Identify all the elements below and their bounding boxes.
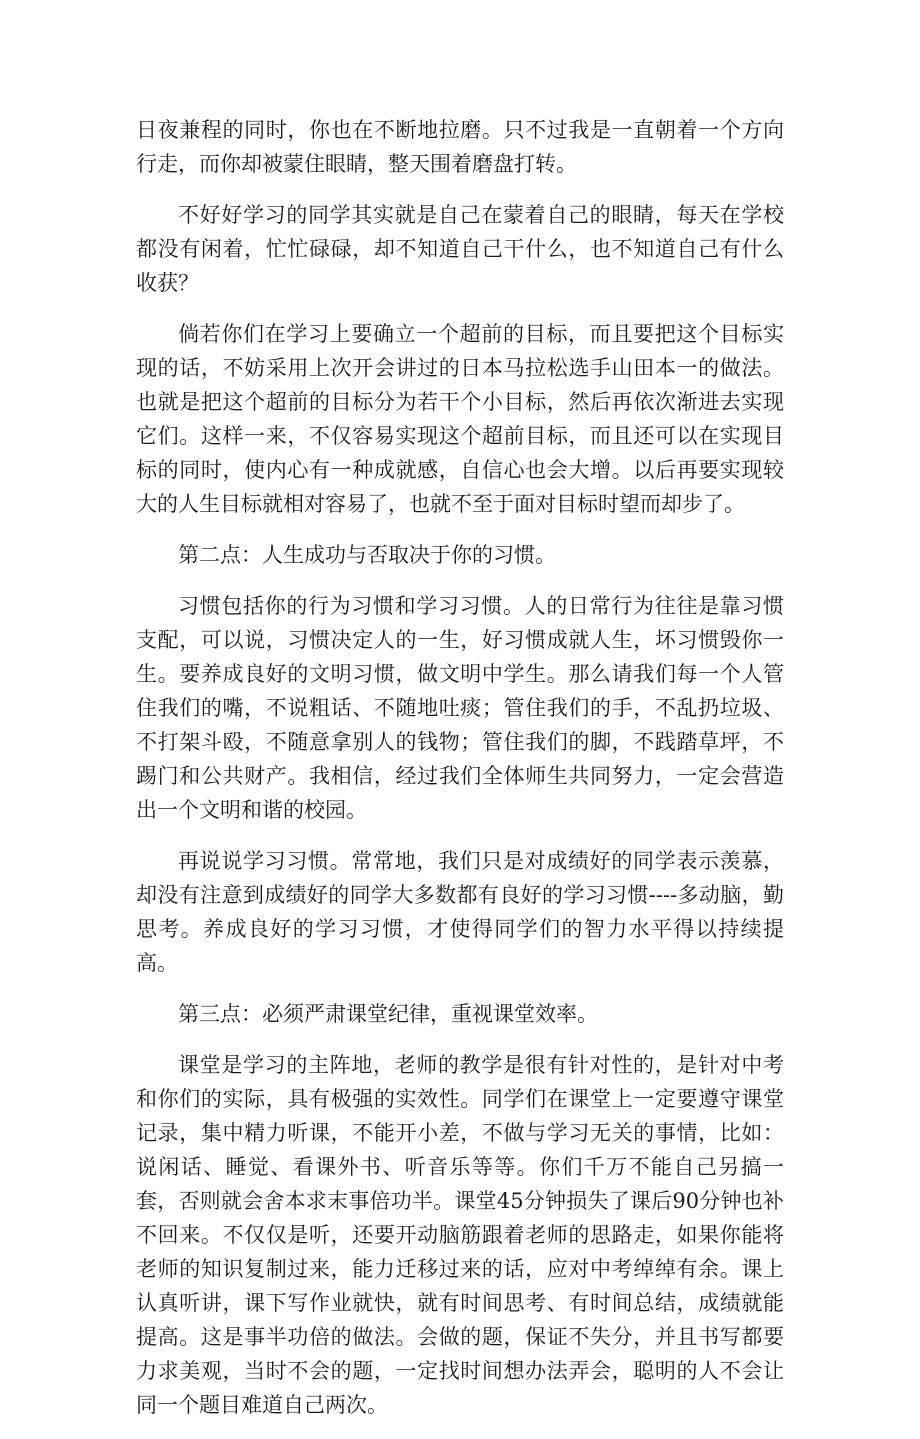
paragraph: 课堂是学习的主阵地，老师的教学是很有针对性的，是针对中考和你们的实际，具有极强的实效性。同学们在课堂上一定要遵守课堂记录，集中精力听课，不能开小差，不做与学习无关的事情，比如：说闲话、睡觉、看课外书、听音乐等等。你们千万不能自己另搞一套，否则就会舍本求末事倍功半。课堂45分钟损失了课后90分钟也补不回来。不仅仅是听，还要开动脑筋跟着老师的思路走，如果你能将老师的知识复制过来，能力迁移过来的话，应对中考绰绰有余。课上认真听讲，课下写作业就快，就有时间思考、有时间总结，成绩就能提高。这是事半功倍的做法。会做的题，保证不失分，并且书写都要力求美观，当时不会的题，一定找时间想办法弄会，聪明的人不会让同一个题目难道自己两次。 xyxy=(136,1053,784,1417)
paragraph: 不好好学习的同学其实就是自己在蒙着自己的眼睛，每天在学校都没有闲着，忙忙碌碌，却不知道自己干什么，也不知道自己有什么收获？ xyxy=(136,203,784,295)
paragraph-continued: 日夜兼程的同时，你也在不断地拉磨。只不过我是一直朝着一个方向行走，而你却被蒙住眼睛，整天围着磨盘打转。 xyxy=(136,118,784,176)
section-heading-point-three: 第三点：必须严肃课堂纪律，重视课堂效率。 xyxy=(178,1002,598,1026)
section-heading-point-two: 第二点：人生成功与否取决于你的习惯。 xyxy=(178,543,556,567)
paragraph: 再说说学习习惯。常常地，我们只是对成绩好的同学表示羡慕，却没有注意到成绩好的同学大多数都有良好的学习习惯----多动脑，勤思考。养成良好的学习习惯，才使得同学们的智力水平得以持续提高。 xyxy=(136,849,784,975)
document-body xyxy=(136,113,784,1439)
paragraph: 倘若你们在学习上要确立一个超前的目标，而且要把这个目标实现的话，不妨采用上次开会讲过的日本马拉松选手山田本一的做法。也就是把这个超前的目标分为若干个小目标，然后再依次渐进去实现它们。这样一来，不仅容易实现这个超前目标，而且还可以在实现目标的同时，使内心有一种成就感，自信心也会大增。以后再要实现较大的人生目标就相对容易了，也就不至于面对目标时望而却步了。 xyxy=(136,322,784,516)
paragraph: 习惯包括你的行为习惯和学习习惯。人的日常行为往往是靠习惯支配，可以说，习惯决定人的一生，好习惯成就人生，坏习惯毁你一生。要养成良好的文明习惯，做文明中学生。那么请我们每一个人管住我们的嘴，不说粗话、不随地吐痰；管住我们的手，不乱扔垃圾、不打架斗殴，不随意拿别人的钱物；管住我们的脚，不践踏草坪，不踢门和公共财产。我相信，经过我们全体师生共同努力，一定会营造出一个文明和谐的校园。 xyxy=(136,594,784,822)
